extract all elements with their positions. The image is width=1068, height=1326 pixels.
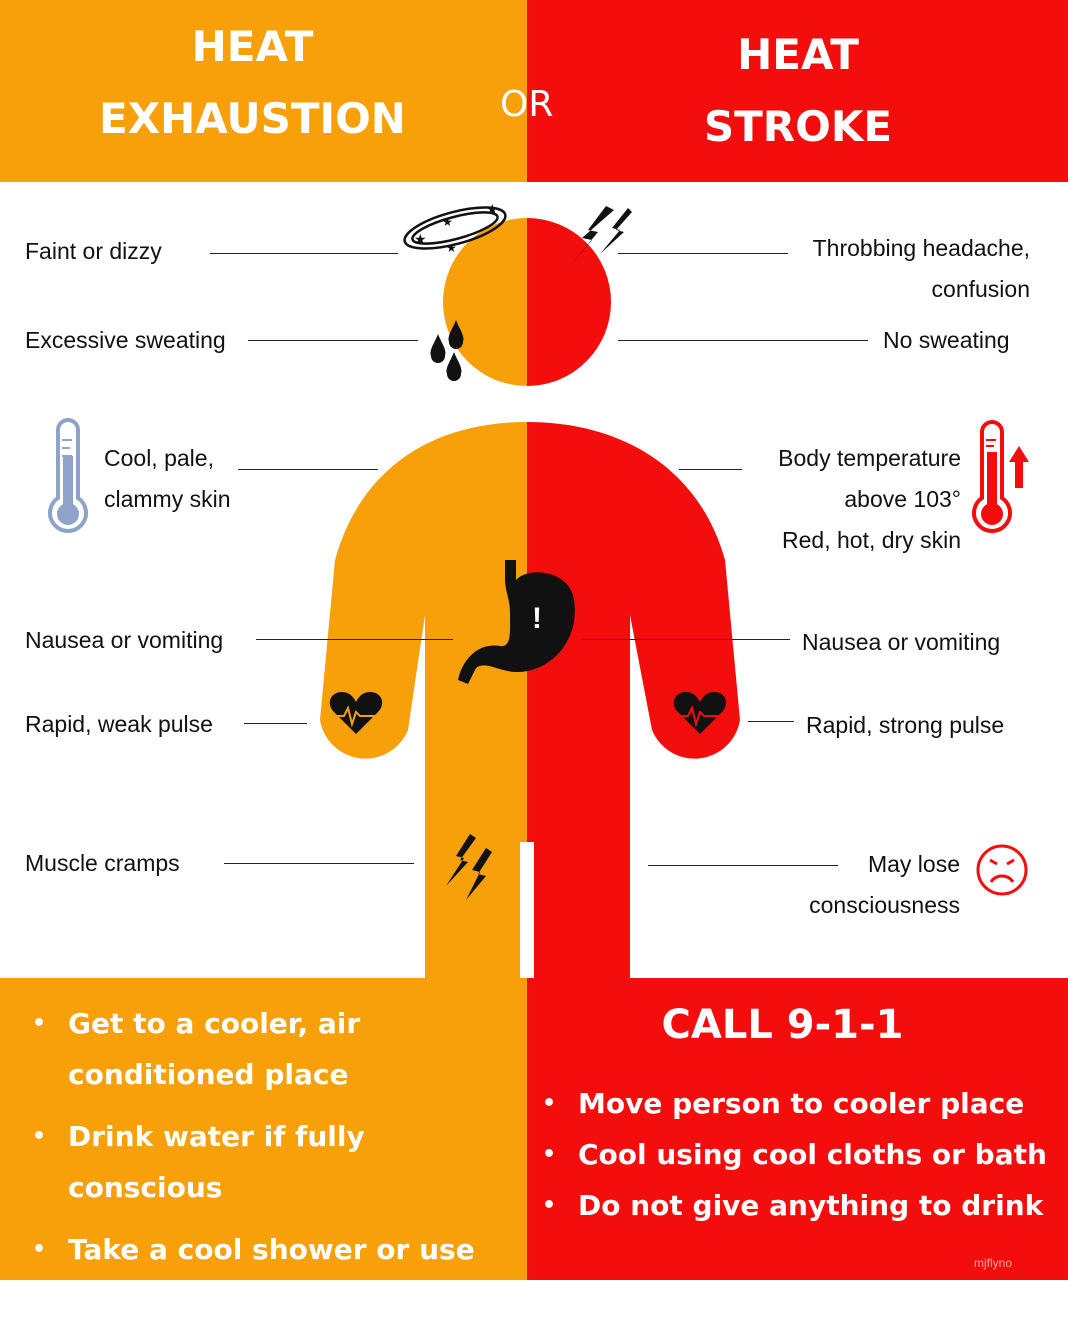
- symptom-headache: [813, 228, 1030, 310]
- stroke-action-item: • Move person to cooler place: [538, 1078, 1058, 1129]
- symptom-temp-line3: Red, hot, dry skin: [782, 527, 961, 553]
- symptom-body-temperature: [778, 438, 961, 561]
- symptom-conscious-line1: May lose: [867, 851, 960, 877]
- symptom-lose-consciousness: [809, 844, 960, 926]
- svg-text:★: ★: [446, 241, 457, 255]
- svg-text:★: ★: [414, 231, 427, 247]
- connector-line: [238, 469, 378, 470]
- connector-line: [210, 253, 398, 254]
- arrow-up-icon: [1009, 446, 1029, 488]
- leg-gap: [520, 842, 534, 978]
- connector-line: [582, 639, 790, 640]
- symptom-excessive-sweating: Excessive sweating: [25, 327, 226, 353]
- svg-text:★: ★: [442, 215, 453, 229]
- watermark: mjflyno: [973, 1256, 1012, 1270]
- connector-line: [224, 863, 414, 864]
- exhaustion-action-text: • Take a cool shower or use: [68, 1233, 475, 1266]
- sad-face-icon: [978, 846, 1026, 894]
- symptom-temp-line2: above 103°: [844, 486, 961, 512]
- or-label: OR: [500, 84, 554, 125]
- symptom-headache-line2: confusion: [931, 276, 1030, 302]
- symptom-nausea-stroke: Nausea or vomiting: [802, 629, 1001, 655]
- symptom-conscious-line2: consciousness: [809, 892, 960, 918]
- call-911-heading: CALL 9-1-1: [661, 1002, 904, 1048]
- thermometer-icon: [50, 420, 86, 531]
- symptom-nausea: Nausea or vomiting: [25, 627, 224, 653]
- connector-line: [679, 469, 742, 470]
- symptom-strong-pulse: Rapid, strong pulse: [806, 712, 1005, 738]
- thermometer-icon: [974, 422, 1010, 531]
- stroke-action-item: • Do not give anything to drink: [538, 1180, 1058, 1231]
- connector-line: [748, 721, 794, 722]
- exhaustion-action-item: [28, 1111, 518, 1213]
- symptom-muscle-cramps: Muscle cramps: [25, 850, 180, 876]
- connector-line: [256, 639, 453, 640]
- connector-line: [618, 340, 868, 341]
- exhaustion-action-item: [28, 998, 518, 1100]
- stroke-title-line1: HEAT: [737, 30, 859, 79]
- symptom-weak-pulse: Rapid, weak pulse: [25, 711, 213, 737]
- svg-text:★: ★: [486, 201, 499, 217]
- exhaustion-title-line2: EXHAUSTION: [99, 94, 406, 143]
- connector-line: [618, 253, 788, 254]
- stroke-action-item: • Cool using cool cloths or bath: [538, 1129, 1058, 1180]
- symptom-temp-line1: Body temperature: [778, 445, 961, 471]
- exhaustion-action-text: • Get to a cooler, air: [68, 1007, 361, 1040]
- exhaustion-action-text: • Drink water if fully conscious: [68, 1120, 365, 1204]
- connector-line: [244, 723, 307, 724]
- symptom-headache-line1: Throbbing headache,: [812, 235, 1030, 261]
- symptom-skin-line1: Cool, pale,: [104, 445, 214, 471]
- exhaustion-action-text: conditioned place: [68, 1058, 349, 1091]
- symptom-skin-line2: clammy skin: [104, 486, 231, 512]
- exhaustion-actions-list: [28, 998, 518, 1326]
- exhaustion-action-item: [28, 1224, 518, 1326]
- exhaustion-title-line1: HEAT: [191, 22, 314, 71]
- connector-line: [248, 340, 418, 341]
- symptom-no-sweating: No sweating: [883, 327, 1010, 353]
- stroke-actions-list: [538, 1078, 1058, 1231]
- symptom-skin: [104, 438, 231, 520]
- stroke-title-line2: STROKE: [703, 102, 893, 151]
- exhaustion-action-text: cold compresses: [68, 1284, 331, 1317]
- symptom-faint: Faint or dizzy: [25, 238, 162, 264]
- svg-text:!: !: [532, 602, 542, 635]
